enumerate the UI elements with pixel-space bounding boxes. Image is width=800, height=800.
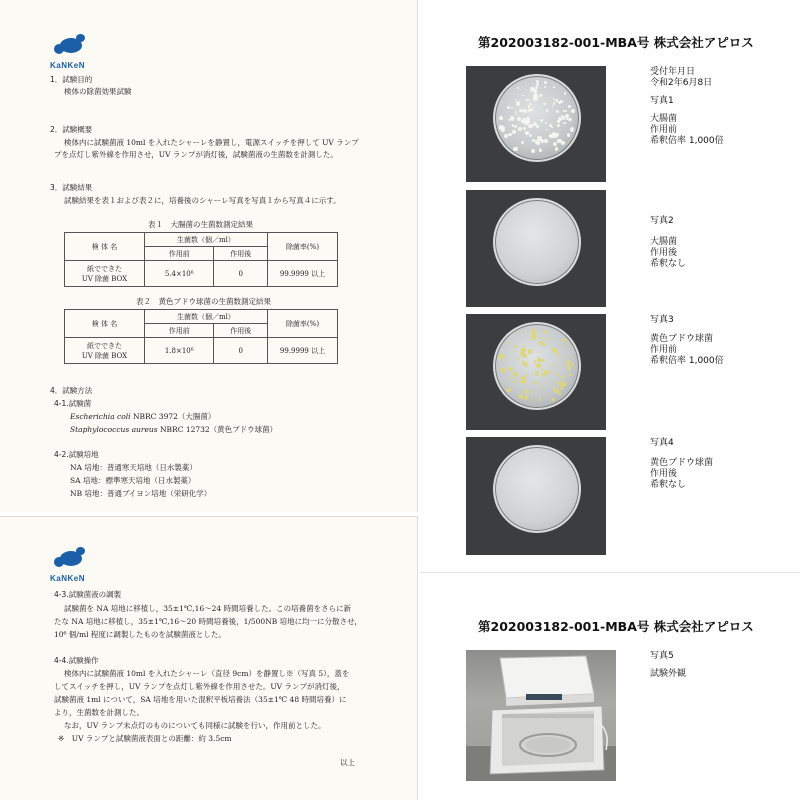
colony	[536, 80, 539, 83]
table1-header-count: 生菌数（個／ml）	[145, 233, 268, 247]
colony	[561, 346, 563, 348]
colony	[523, 345, 525, 347]
colony	[543, 343, 546, 346]
colony	[523, 109, 527, 113]
procedure-line-1: 検体内に試験菌液 10ml を入れたシャーレ（直径 9cm）を静置し※（写真 5），蓋を	[64, 669, 350, 678]
colony	[536, 125, 539, 128]
photo-4-saureus-after	[466, 437, 606, 555]
prep-line-3: 10⁶ 個/ml 程度に調製したものを試験菌液とした。	[54, 630, 226, 639]
colony	[553, 98, 555, 100]
colony	[524, 396, 529, 401]
colony	[541, 368, 543, 370]
colony	[566, 356, 568, 358]
colony	[549, 134, 554, 139]
table1-specimen-line-2: UV 除菌 BOX	[81, 274, 128, 283]
colony	[539, 94, 542, 97]
purpose-title: 1．試験目的	[50, 75, 93, 84]
colony	[522, 95, 524, 97]
colony	[528, 349, 533, 354]
table1-specimen-line-1: 紙でできた	[87, 264, 122, 273]
colony	[510, 376, 512, 378]
colony	[562, 339, 565, 342]
table1-header-specimen: 検 体 名	[65, 233, 145, 261]
colony	[557, 353, 560, 356]
petri-dish	[493, 198, 581, 286]
colony	[506, 389, 510, 393]
report-number-header: 第202003182-001-MBA号 株式会社アピロス	[478, 619, 754, 634]
procedure-title: 4-4.試験操作	[54, 656, 99, 665]
table2-header-specimen: 検 体 名	[65, 310, 145, 338]
strains-title: 4-1.試験菌	[54, 399, 92, 408]
receipt-date: 令和2年6月8日	[650, 78, 713, 88]
colony	[508, 367, 512, 371]
colony	[523, 127, 527, 131]
petri-dish	[493, 74, 581, 162]
colony	[553, 363, 555, 365]
colony	[515, 114, 517, 116]
photo-4-title: 写真4	[650, 438, 674, 448]
colony	[561, 141, 565, 145]
strain-2-rest: NBRC 12732（黄色ブドウ球菌）	[157, 425, 278, 434]
colony	[546, 129, 548, 131]
colony	[536, 363, 541, 368]
medium-na: NA 培地：普通寒天培地（日水製薬）	[70, 463, 197, 472]
prep-line-1: 試験菌を NA 培地に移植し，35±1℃,16～24 時間培養した。この培養菌をさらに新	[64, 604, 352, 613]
colony	[524, 363, 528, 367]
colony	[539, 337, 542, 340]
table1-specimen-cell	[65, 261, 145, 287]
colony	[556, 373, 559, 376]
colony	[543, 103, 546, 106]
colony	[560, 100, 563, 103]
receipt-label: 受付年月日	[650, 67, 696, 77]
colony	[539, 398, 542, 401]
colony	[557, 124, 560, 127]
colony	[526, 99, 528, 101]
colony	[542, 385, 544, 387]
colony	[552, 105, 554, 107]
colony	[551, 398, 555, 402]
overview-title: 2．試験概要	[50, 125, 93, 134]
colony	[566, 364, 569, 367]
colony	[505, 355, 507, 357]
colony	[512, 381, 514, 383]
colony	[564, 92, 567, 95]
colony	[562, 116, 565, 119]
colony	[507, 106, 510, 109]
colony	[499, 116, 503, 120]
colony	[569, 373, 572, 376]
colony	[518, 127, 522, 131]
colony	[537, 352, 539, 354]
colony	[563, 122, 565, 124]
photo-1-line-3: 希釈倍率 1,000倍	[650, 136, 724, 146]
colony	[540, 141, 542, 143]
table2-saureus-results	[64, 309, 338, 364]
procedure-line-2: してスイッチを押し，UV ランプを点灯し紫外線を作用させた。UV ランプが消灯後，	[54, 682, 345, 691]
colony	[531, 397, 533, 399]
colony	[519, 109, 523, 113]
table2-header-rate: 除菌率(%)	[268, 310, 338, 338]
photo-2-title: 写真2	[650, 216, 674, 226]
strain-1-name: Escherichia coli	[70, 412, 131, 421]
photo-1-line-2: 作用前	[650, 125, 678, 135]
colony	[521, 141, 524, 144]
colony	[516, 380, 518, 382]
colony	[512, 130, 516, 134]
strain-1	[70, 411, 215, 422]
petri-dish	[493, 322, 581, 410]
colony	[498, 355, 503, 360]
photo-3-line-2: 作用前	[650, 345, 678, 355]
colony	[519, 332, 521, 334]
colony	[558, 393, 560, 395]
table1-caption: 表１ 大腸菌の生菌数測定結果	[148, 220, 253, 229]
table2-rate-value: 99.9999 以上	[268, 338, 338, 364]
photo-1-line-1: 大腸菌	[650, 114, 678, 124]
colony	[525, 389, 530, 394]
photo-3-line-1: 黄色ブドウ球菌	[650, 334, 714, 344]
table1-before-value: 5.4×10⁶	[145, 261, 214, 287]
colony	[556, 110, 559, 113]
colony	[544, 139, 547, 142]
table2-specimen-line-2: UV 除菌 BOX	[81, 351, 128, 360]
colony	[534, 381, 538, 385]
colony	[544, 370, 549, 375]
colony	[553, 142, 557, 146]
colony	[525, 119, 530, 124]
procedure-line-3: 試験菌液 1ml について，SA 培地を用いた混釈平板培養法（35±1℃ 48 時間培養）に	[54, 695, 347, 704]
results-title: 3．試験結果	[50, 183, 93, 192]
logo-word: KaNKeN	[50, 61, 86, 70]
colony	[514, 345, 517, 348]
colony	[570, 127, 575, 132]
photo-2-ecoli-after	[466, 190, 606, 307]
colony	[511, 107, 513, 109]
colony	[513, 372, 518, 377]
table2-specimen-line-1: 紙でできた	[87, 341, 122, 350]
results-body: 試験結果を表１および表２に，培養後のシャーレ写真を写真１から写真４に示す。	[64, 196, 341, 205]
uv-box-illustration	[466, 650, 616, 781]
colony	[571, 109, 576, 114]
end-mark: 以上	[340, 758, 355, 767]
colony	[568, 118, 571, 121]
petri-dish	[493, 445, 581, 533]
strain-2-name: Staphylococcus aureus	[70, 425, 158, 434]
colony	[539, 341, 542, 344]
photo-page-1	[420, 0, 800, 567]
colony	[553, 102, 555, 104]
logo-word: KaNKeN	[50, 574, 86, 583]
colony	[522, 377, 526, 381]
table1-header-after: 作用後	[214, 247, 268, 261]
table1-rate-value: 99.9999 以上	[268, 261, 338, 287]
colony	[515, 111, 517, 113]
colony	[568, 134, 570, 136]
colony	[529, 134, 532, 137]
colony	[549, 370, 552, 373]
colony	[556, 133, 559, 136]
colony	[545, 122, 547, 124]
colony	[532, 329, 536, 333]
colony	[535, 371, 539, 375]
table1-ecoli-results	[64, 232, 338, 287]
prep-title: 4-3.試験菌液の調製	[54, 590, 122, 599]
colony	[531, 149, 536, 154]
colony	[518, 358, 520, 360]
colony	[567, 115, 569, 117]
colony	[526, 373, 528, 375]
prep-line-2: たな NA 培地に移植し，35±1℃,16～20 時間培養後，1/500NB 培地に均一に分散させ，	[54, 617, 362, 626]
purpose-body: 検体の除菌効果試験	[64, 87, 132, 96]
colony	[515, 351, 517, 353]
photo-5-title: 写真5	[650, 651, 674, 661]
colony	[555, 99, 557, 101]
colony	[533, 94, 538, 99]
kanken-logo	[50, 34, 90, 70]
procedure-line-4: より，生菌数を計測した。	[54, 708, 144, 717]
strain-2	[70, 424, 277, 435]
photo-2-line-1: 大腸菌	[650, 237, 678, 247]
photo-page-2	[420, 572, 800, 800]
colony	[540, 119, 543, 122]
colony	[551, 126, 553, 128]
table2-caption: 表２ 黄色ブドウ球菌の生菌数測定結果	[136, 297, 271, 306]
medium-nb: NB 培地：普通ブイヨン培地（栄研化学）	[70, 489, 212, 498]
colony	[514, 125, 517, 128]
colony	[517, 87, 519, 89]
photo-3-line-3: 希釈倍率 1,000倍	[650, 356, 724, 366]
colony	[506, 342, 508, 344]
table2-specimen-cell	[65, 338, 145, 364]
table1-after-value: 0	[214, 261, 268, 287]
colony	[500, 368, 505, 373]
report-number-header: 第202003182-001-MBA号 株式会社アピロス	[478, 35, 754, 50]
colony	[568, 105, 571, 108]
table1-header-before: 作用前	[145, 247, 214, 261]
colony	[571, 363, 574, 366]
colony	[553, 86, 555, 88]
photo-4-line-2: 作用後	[650, 469, 678, 479]
colony	[519, 394, 523, 398]
distance-note: ※ UV ランプと試験菌液表面との距離：約 3.5cm	[58, 734, 232, 743]
photo-3-title: 写真3	[650, 315, 674, 325]
report-page-1	[0, 0, 418, 512]
colony	[528, 109, 531, 112]
colony	[544, 86, 546, 88]
photo-4-line-1: 黄色ブドウ球菌	[650, 458, 714, 468]
colony	[521, 120, 524, 123]
table2-after-value: 0	[214, 338, 268, 364]
colony	[518, 102, 520, 104]
colony	[528, 124, 533, 129]
table2-header-after: 作用後	[214, 324, 268, 338]
colony	[504, 134, 507, 137]
media-title: 4-2.試験培地	[54, 450, 99, 459]
colony	[537, 358, 541, 362]
colony	[508, 358, 510, 360]
methods-title: 4．試験方法	[50, 386, 93, 395]
kanken-logo	[50, 547, 90, 583]
colony	[520, 351, 525, 356]
overview-line-1: 検体内に試験菌液 10ml を入れたシャーレを静置し，電源スイッチを押して UV ランプ	[64, 138, 359, 147]
colony	[535, 140, 538, 143]
colony	[523, 375, 525, 377]
colony	[566, 118, 568, 120]
colony	[532, 139, 535, 142]
colony	[510, 116, 514, 120]
table2-header-before: 作用前	[145, 324, 214, 338]
colony	[501, 128, 505, 132]
strain-1-rest: NBRC 3972（大腸菌）	[130, 412, 216, 421]
colony	[546, 109, 549, 112]
photo-4-line-3: 希釈なし	[650, 480, 687, 490]
colony	[515, 99, 517, 101]
table2-header-count: 生菌数（個／ml）	[145, 310, 268, 324]
colony	[529, 103, 531, 105]
medium-sa: SA 培地：標準寒天培地（日水製薬）	[70, 476, 196, 485]
table2-before-value: 1.8×10⁶	[145, 338, 214, 364]
colony	[555, 147, 559, 151]
overview-line-2: プを点灯し紫外線を作用させ，UV ランプが消灯後，試験菌液の生菌数を計測した。	[54, 150, 338, 159]
colony	[564, 110, 567, 113]
table1-header-rate: 除菌率(%)	[268, 233, 338, 261]
colony	[536, 83, 539, 86]
colony	[560, 387, 563, 390]
photo-3-saureus-before	[466, 314, 606, 430]
photo-1-ecoli-before	[466, 66, 606, 182]
photo-2-line-2: 作用後	[650, 248, 678, 258]
photo-5-caption: 試験外観	[650, 669, 687, 679]
colony	[513, 147, 517, 151]
colony	[543, 331, 547, 335]
photo-1-title: 写真1	[650, 96, 674, 106]
report-page-2	[0, 516, 418, 800]
colony	[561, 376, 563, 378]
photo-5-apparatus	[466, 650, 616, 781]
colony	[528, 105, 530, 107]
colony	[546, 338, 548, 340]
colony	[558, 117, 562, 121]
procedure-line-5: なお，UV ランプ未点灯のものについても同様に試験を行い，作用前とした。	[64, 721, 326, 730]
photo-2-line-3: 希釈なし	[650, 259, 687, 269]
colony	[539, 149, 542, 152]
colony	[544, 81, 547, 84]
